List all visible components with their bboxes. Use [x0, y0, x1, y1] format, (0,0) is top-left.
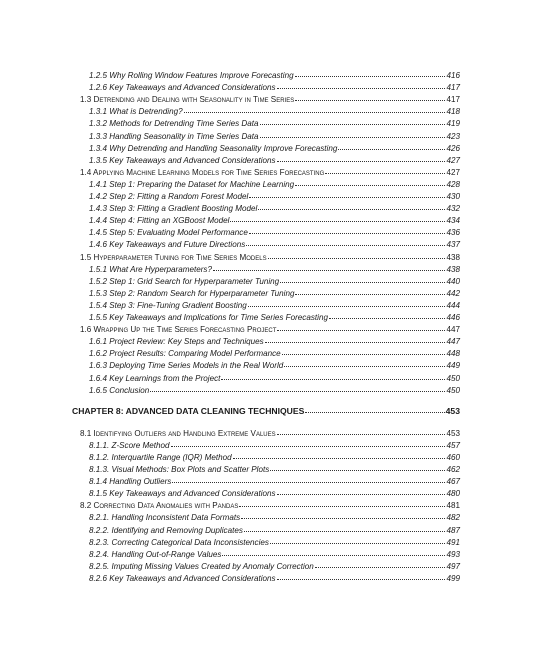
toc-entry-page-number: 446	[446, 313, 460, 322]
toc-entry-title: 8.1 Identifying Outliers and Handling Extreme Values	[80, 428, 276, 438]
toc-dot-leader	[265, 342, 446, 343]
toc-entry-title: 8.1.1. Z-Score Method	[89, 440, 170, 450]
toc-entry-page-number: 417	[446, 83, 460, 93]
toc-subsection-entry[interactable]	[89, 477, 460, 487]
toc-dot-leader	[315, 567, 446, 568]
toc-subsection-entry[interactable]	[89, 119, 460, 129]
toc-subsection-entry[interactable]	[89, 538, 460, 548]
toc-entry-title: 1.5.3 Step 2: Random Search for Hyperparameter Tuning	[89, 288, 295, 298]
toc-entry-page-number: 430	[446, 192, 460, 201]
toc-subsection-entry[interactable]	[89, 144, 460, 154]
toc-entry-page-number: 432	[446, 204, 460, 214]
toc-section-entry[interactable]	[80, 95, 460, 105]
toc-entry-title: 1.3.5 Key Takeaways and Advanced Considerations	[89, 155, 276, 165]
toc-subsection-entry[interactable]	[89, 550, 460, 560]
toc-subsection-entry[interactable]	[89, 277, 460, 287]
toc-subsection-entry[interactable]	[89, 240, 460, 250]
toc-entry-page-number: 438	[446, 264, 460, 274]
toc-dot-leader	[258, 209, 445, 210]
toc-dot-leader	[270, 470, 445, 471]
toc-entry-title: 1.6.4 Key Learnings from the Project	[89, 373, 221, 383]
toc-entry-title: 8.2.1. Handling Inconsistent Data Formats	[89, 513, 241, 523]
toc-dot-leader	[150, 391, 445, 392]
toc-dot-leader	[248, 306, 446, 307]
toc-entry-title: CHAPTER 8: ADVANCED DATA CLEANING TECHNIQUES	[72, 405, 305, 416]
toc-entry-title: 1.5.1 What Are Hyperparameters?	[89, 264, 212, 274]
toc-dot-leader	[249, 233, 446, 234]
toc-dot-leader	[295, 100, 445, 101]
toc-entry-page-number: 481	[446, 501, 460, 511]
toc-entry-title: 1.4.6 Key Takeaways and Future Directions	[89, 240, 246, 250]
toc-entry-page-number: 453	[445, 405, 460, 416]
toc-subsection-entry[interactable]	[89, 204, 460, 214]
toc-entry-page-number: 436	[446, 228, 460, 238]
toc-dot-leader	[277, 494, 446, 495]
toc-dot-leader	[172, 482, 445, 483]
toc-entry-title: 8.2.2. Identifying and Removing Duplicates	[89, 525, 243, 535]
toc-subsection-entry[interactable]	[89, 228, 460, 238]
toc-dot-leader	[213, 270, 446, 271]
toc-section-entry[interactable]	[80, 168, 460, 178]
toc-dot-leader	[233, 458, 446, 459]
toc-dot-leader	[221, 379, 445, 380]
toc-entry-page-number: 482	[446, 513, 460, 523]
toc-entry-title: 8.2.4. Handling Out-of-Range Values	[89, 549, 222, 559]
toc-entry-page-number: 447	[446, 325, 460, 335]
toc-dot-leader	[338, 149, 445, 150]
toc-subsection-entry[interactable]	[89, 216, 460, 226]
toc-entry-title: 1.6 Wrapping Up the Time Series Forecasting Project	[80, 325, 277, 335]
toc-entry-page-number: 444	[446, 300, 460, 310]
toc-entry-page-number: 499	[446, 573, 460, 583]
toc-entry-page-number: 450	[446, 373, 460, 383]
toc-entry-page-number: 416	[446, 71, 460, 80]
toc-subsection-entry[interactable]	[89, 289, 460, 299]
toc-subsection-entry[interactable]	[89, 107, 460, 117]
toc-subsection-entry[interactable]	[89, 301, 460, 311]
toc-entry-title: 1.6.5 Conclusion	[89, 385, 150, 395]
toc-entry-page-number: 440	[446, 276, 460, 286]
toc-entry-page-number: 487	[446, 525, 460, 535]
toc-dot-leader	[184, 112, 446, 113]
toc-section-entry[interactable]	[80, 325, 460, 335]
toc-entry-title: 1.6.2 Project Results: Comparing Model Performance	[89, 349, 281, 359]
toc-entry-title: 1.4.2 Step 2: Fitting a Random Forest Model	[89, 192, 249, 201]
toc-subsection-entry[interactable]	[89, 386, 460, 396]
toc-dot-leader	[277, 330, 445, 331]
toc-entry-page-number: 480	[446, 489, 460, 499]
toc-entry-title: 1.5.4 Step 3: Fine-Tuning Gradient Boosting	[89, 300, 247, 310]
toc-entry-title: 1.5 Hyperparameter Tuning for Time Series Models	[80, 252, 267, 262]
toc-entry-page-number: 449	[446, 361, 460, 371]
toc-dot-leader	[295, 185, 445, 186]
toc-entry-page-number: 462	[446, 465, 460, 474]
toc-subsection-entry[interactable]	[89, 192, 460, 202]
toc-entry-title: 1.6.1 Project Review: Key Steps and Techniques	[89, 337, 264, 347]
toc-entry-title: 8.2.5. Imputing Missing Values Created by Anomaly Correction	[89, 561, 314, 571]
toc-section-entry[interactable]	[80, 501, 460, 511]
toc-subsection-entry[interactable]	[89, 574, 460, 584]
toc-entry-title: 1.2.6 Key Takeaways and Advanced Considerations	[89, 83, 276, 93]
toc-entry-title: 1.4.5 Step 5: Evaluating Model Performance	[89, 228, 248, 238]
toc-subsection-entry[interactable]	[89, 526, 460, 536]
toc-dot-leader	[246, 245, 445, 246]
toc-dot-leader	[277, 161, 446, 162]
toc-entry-page-number: 497	[446, 561, 460, 571]
toc-dot-leader	[295, 76, 446, 77]
toc-section-entry[interactable]	[80, 429, 460, 439]
toc-entry-page-number: 448	[446, 349, 460, 359]
toc-entry-page-number: 450	[446, 385, 460, 395]
toc-subsection-entry[interactable]	[89, 465, 460, 475]
toc-dot-leader	[249, 197, 445, 198]
toc-entry-page-number: 437	[446, 240, 460, 250]
toc-subsection-entry[interactable]	[89, 71, 460, 81]
toc-dot-leader	[277, 579, 446, 580]
toc-section-entry[interactable]	[80, 253, 460, 263]
toc-subsection-entry[interactable]	[89, 265, 460, 275]
toc-entry-title: 8.2.3. Correcting Categorical Data Inconsistencies	[89, 537, 269, 547]
toc-entry-page-number: 491	[446, 537, 460, 547]
toc-entry-page-number: 419	[446, 119, 460, 129]
toc-subsection-entry[interactable]	[89, 441, 460, 451]
toc-dot-leader	[241, 518, 445, 519]
toc-subsection-entry[interactable]	[89, 337, 460, 347]
toc-entry-page-number: 438	[446, 252, 460, 262]
toc-entry-page-number: 434	[446, 216, 460, 226]
toc-subsection-entry[interactable]	[89, 562, 460, 572]
toc-subsection-entry[interactable]	[89, 313, 460, 323]
toc-entry-page-number: 453	[446, 428, 460, 438]
toc-subsection-entry[interactable]	[89, 513, 460, 523]
toc-dot-leader	[239, 506, 445, 507]
toc-dot-leader	[260, 137, 446, 138]
toc-dot-leader	[305, 412, 444, 413]
toc-entry-title: 8.2 Correcting Data Anomalies with Pandas	[80, 501, 239, 511]
toc-dot-leader	[171, 446, 446, 447]
toc-dot-leader	[295, 294, 445, 295]
toc-dot-leader	[329, 318, 446, 319]
toc-entry-title: 1.3.4 Why Detrending and Handling Seasonality Improve Forecasting	[89, 143, 338, 153]
toc-entry-page-number: 460	[446, 452, 460, 462]
toc-dot-leader	[270, 543, 446, 544]
toc-dot-leader	[284, 366, 445, 367]
toc-entry-page-number: 418	[446, 107, 460, 117]
toc-entry-title: 8.2.6 Key Takeaways and Advanced Considerations	[89, 573, 276, 583]
toc-entry-title: 1.3 Detrending and Dealing with Seasonality in Time Series	[80, 95, 295, 105]
toc-entry-title: 1.4.3 Step 3: Fitting a Gradient Boosting Model	[89, 204, 258, 214]
toc-entry-page-number: 427	[446, 155, 460, 165]
toc-subsection-entry[interactable]	[89, 349, 460, 359]
toc-entry-page-number: 442	[446, 288, 460, 298]
toc-entry-page-number: 493	[446, 549, 460, 559]
toc-entry-page-number: 428	[446, 179, 460, 189]
toc-chapter-entry[interactable]	[72, 406, 460, 416]
toc-subsection-entry[interactable]	[89, 361, 460, 371]
toc-entry-title: 1.4.4 Step 4: Fitting an XGBoost Model	[89, 216, 230, 226]
toc-entry-title: 8.1.3. Visual Methods: Box Plots and Scatter Plots	[89, 465, 270, 474]
toc-entry-title: 1.3.3 Handling Seasonality in Time Series Data	[89, 131, 259, 141]
toc-entry-page-number: 447	[446, 337, 460, 347]
toc-entry-title: 1.6.3 Deploying Time Series Models in the Real World	[89, 361, 284, 371]
toc-dot-leader	[325, 173, 445, 174]
toc-entry-title: 1.2.5 Why Rolling Window Features Improve Forecasting	[89, 71, 294, 80]
toc-entry-title: 1.3.2 Methods for Detrending Time Series Data	[89, 119, 259, 129]
toc-dot-leader	[268, 258, 446, 259]
toc-entry-page-number: 426	[446, 143, 460, 153]
toc-subsection-entry[interactable]	[89, 132, 460, 142]
toc-entry-title: 8.1.2. Interquartile Range (IQR) Method	[89, 452, 232, 462]
toc-dot-leader	[230, 221, 445, 222]
toc-entry-title: 1.4 Applying Machine Learning Models for Time Series Forecasting	[80, 167, 325, 177]
toc-subsection-entry[interactable]	[89, 374, 460, 384]
toc-subsection-entry[interactable]	[89, 156, 460, 166]
toc-dot-leader	[222, 555, 445, 556]
toc-dot-leader	[280, 282, 445, 283]
toc-entry-title: 8.1.5 Key Takeaways and Advanced Considerations	[89, 489, 276, 499]
toc-entry-page-number: 457	[446, 440, 460, 450]
toc-entry-title: 1.3.1 What is Detrending?	[89, 107, 183, 117]
toc-subsection-entry[interactable]	[89, 180, 460, 190]
toc-entry-title: 1.5.5 Key Takeaways and Implications for Time Series Forecasting	[89, 313, 328, 322]
toc-entry-title: 8.1.4 Handling Outliers	[89, 477, 172, 487]
toc-entry-title: 1.5.2 Step 1: Grid Search for Hyperparameter Tuning	[89, 276, 280, 286]
toc-entry-page-number: 417	[446, 95, 460, 105]
toc-subsection-entry[interactable]	[89, 83, 460, 93]
toc-entry-title: 1.4.1 Step 1: Preparing the Dataset for Machine Learning	[89, 179, 295, 189]
toc-dot-leader	[244, 531, 446, 532]
toc-dot-leader	[282, 354, 446, 355]
toc-entry-page-number: 427	[446, 167, 460, 177]
toc-subsection-entry[interactable]	[89, 489, 460, 499]
toc-dot-leader	[260, 124, 446, 125]
toc-entry-page-number: 467	[446, 477, 460, 487]
toc-dot-leader	[277, 88, 446, 89]
toc-dot-leader	[277, 434, 446, 435]
toc-subsection-entry[interactable]	[89, 453, 460, 463]
toc-entry-page-number: 423	[446, 131, 460, 141]
